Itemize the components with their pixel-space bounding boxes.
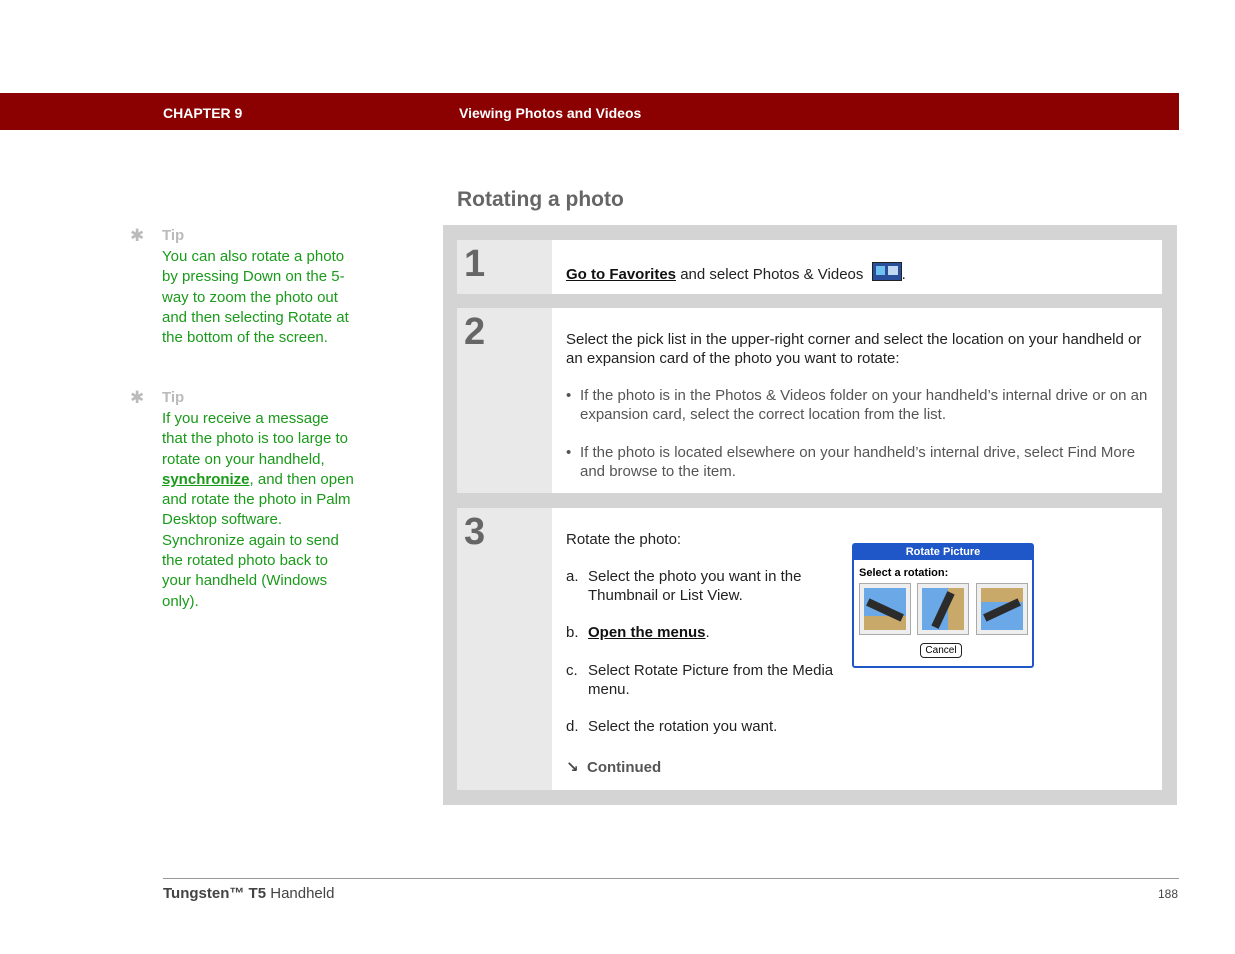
substep-label: b.: [566, 624, 579, 641]
step-1: [457, 240, 1162, 294]
chapter-number: CHAPTER 9: [163, 105, 243, 121]
rotation-option-thumbnail: [917, 583, 969, 635]
continued-label: Continued: [587, 759, 662, 776]
tip-star-icon: ✱: [130, 226, 145, 245]
tip-2: [130, 388, 360, 612]
bullet-item: • If the photo is in the Photos & Videos folder on your handheld’s internal drive or on an expansion card, select the correct location from the list.: [566, 386, 1150, 424]
dialog-prompt: Select a rotation:: [859, 567, 949, 579]
continued-marker: [566, 758, 661, 777]
substep: [566, 623, 848, 642]
steps-panel: [443, 225, 1177, 805]
footer-product: [163, 885, 334, 902]
rotation-option-thumbnail: [859, 583, 911, 635]
arrow-down-right-icon: ↘: [566, 759, 579, 776]
chapter-header: [0, 93, 1179, 130]
step-2: [457, 308, 1162, 493]
step-number: 1: [464, 243, 486, 285]
step-3-intro: Rotate the photo:: [566, 531, 682, 548]
step-1-text: [566, 262, 1150, 284]
tip-1: [130, 226, 360, 348]
synchronize-link[interactable]: synchronize: [162, 470, 250, 488]
tip-text-part: If you receive a message that the photo is too large to rotate on your handheld,: [162, 410, 348, 468]
substep-text: Select Rotate Picture from the Media menu.: [588, 662, 834, 698]
tip-text-part: , and then open and rotate the photo in Palm Desktop software. Synchronize again to send the rotated photo back to your handheld (Windows only).: [162, 470, 354, 610]
go-to-favorites-link[interactable]: Go to Favorites: [566, 266, 677, 283]
product-name: Tungsten™ T5: [163, 885, 267, 902]
open-the-menus-link[interactable]: Open the menus: [588, 624, 706, 641]
rotate-picture-dialog-screenshot: [852, 543, 1034, 668]
tip-text: You can also rotate a photo by pressing Down on the 5-way to zoom the photo out and then selecting Rotate at the bottom of the screen.: [162, 248, 349, 347]
substep-label: c.: [566, 662, 578, 679]
substep-text: Select the rotation you want.: [588, 718, 778, 735]
page-number: 188: [1157, 887, 1178, 901]
dialog-cancel-button: Cancel: [920, 643, 962, 658]
tip-label: Tip: [162, 389, 185, 406]
bullet-item: • If the photo is located elsewhere on your handheld’s internal drive, select Find More and browse to the item.: [566, 443, 1150, 481]
photos-videos-app-icon: [872, 262, 902, 281]
dialog-title: Rotate Picture: [854, 545, 1032, 560]
substep: [566, 661, 848, 699]
chapter-title: Viewing Photos and Videos: [459, 105, 642, 121]
section-title: Rotating a photo: [457, 188, 624, 211]
rotation-option-thumbnail: [976, 583, 1028, 635]
footer-rule: [163, 878, 1179, 879]
punctuation: .: [901, 266, 906, 283]
product-suffix: Handheld: [266, 885, 335, 902]
substep: [566, 717, 848, 736]
tip-star-icon: ✱: [130, 388, 145, 407]
tip-text: [162, 409, 357, 612]
substep: [566, 567, 848, 605]
substep-label: a.: [566, 568, 579, 585]
step-3: [457, 508, 1162, 790]
step-1-body: and select Photos & Videos: [676, 266, 864, 283]
step-number: 2: [464, 311, 486, 353]
tip-label: Tip: [162, 227, 185, 244]
step-2-intro: Select the pick list in the upper-right corner and select the location on your handheld or an expansion card of the photo you want to rotate:: [566, 331, 1142, 367]
punctuation: .: [705, 624, 710, 641]
substep-text: Select the photo you want in the Thumbnail or List View.: [588, 568, 802, 604]
substep-label: d.: [566, 718, 579, 735]
step-number: 3: [464, 511, 486, 553]
